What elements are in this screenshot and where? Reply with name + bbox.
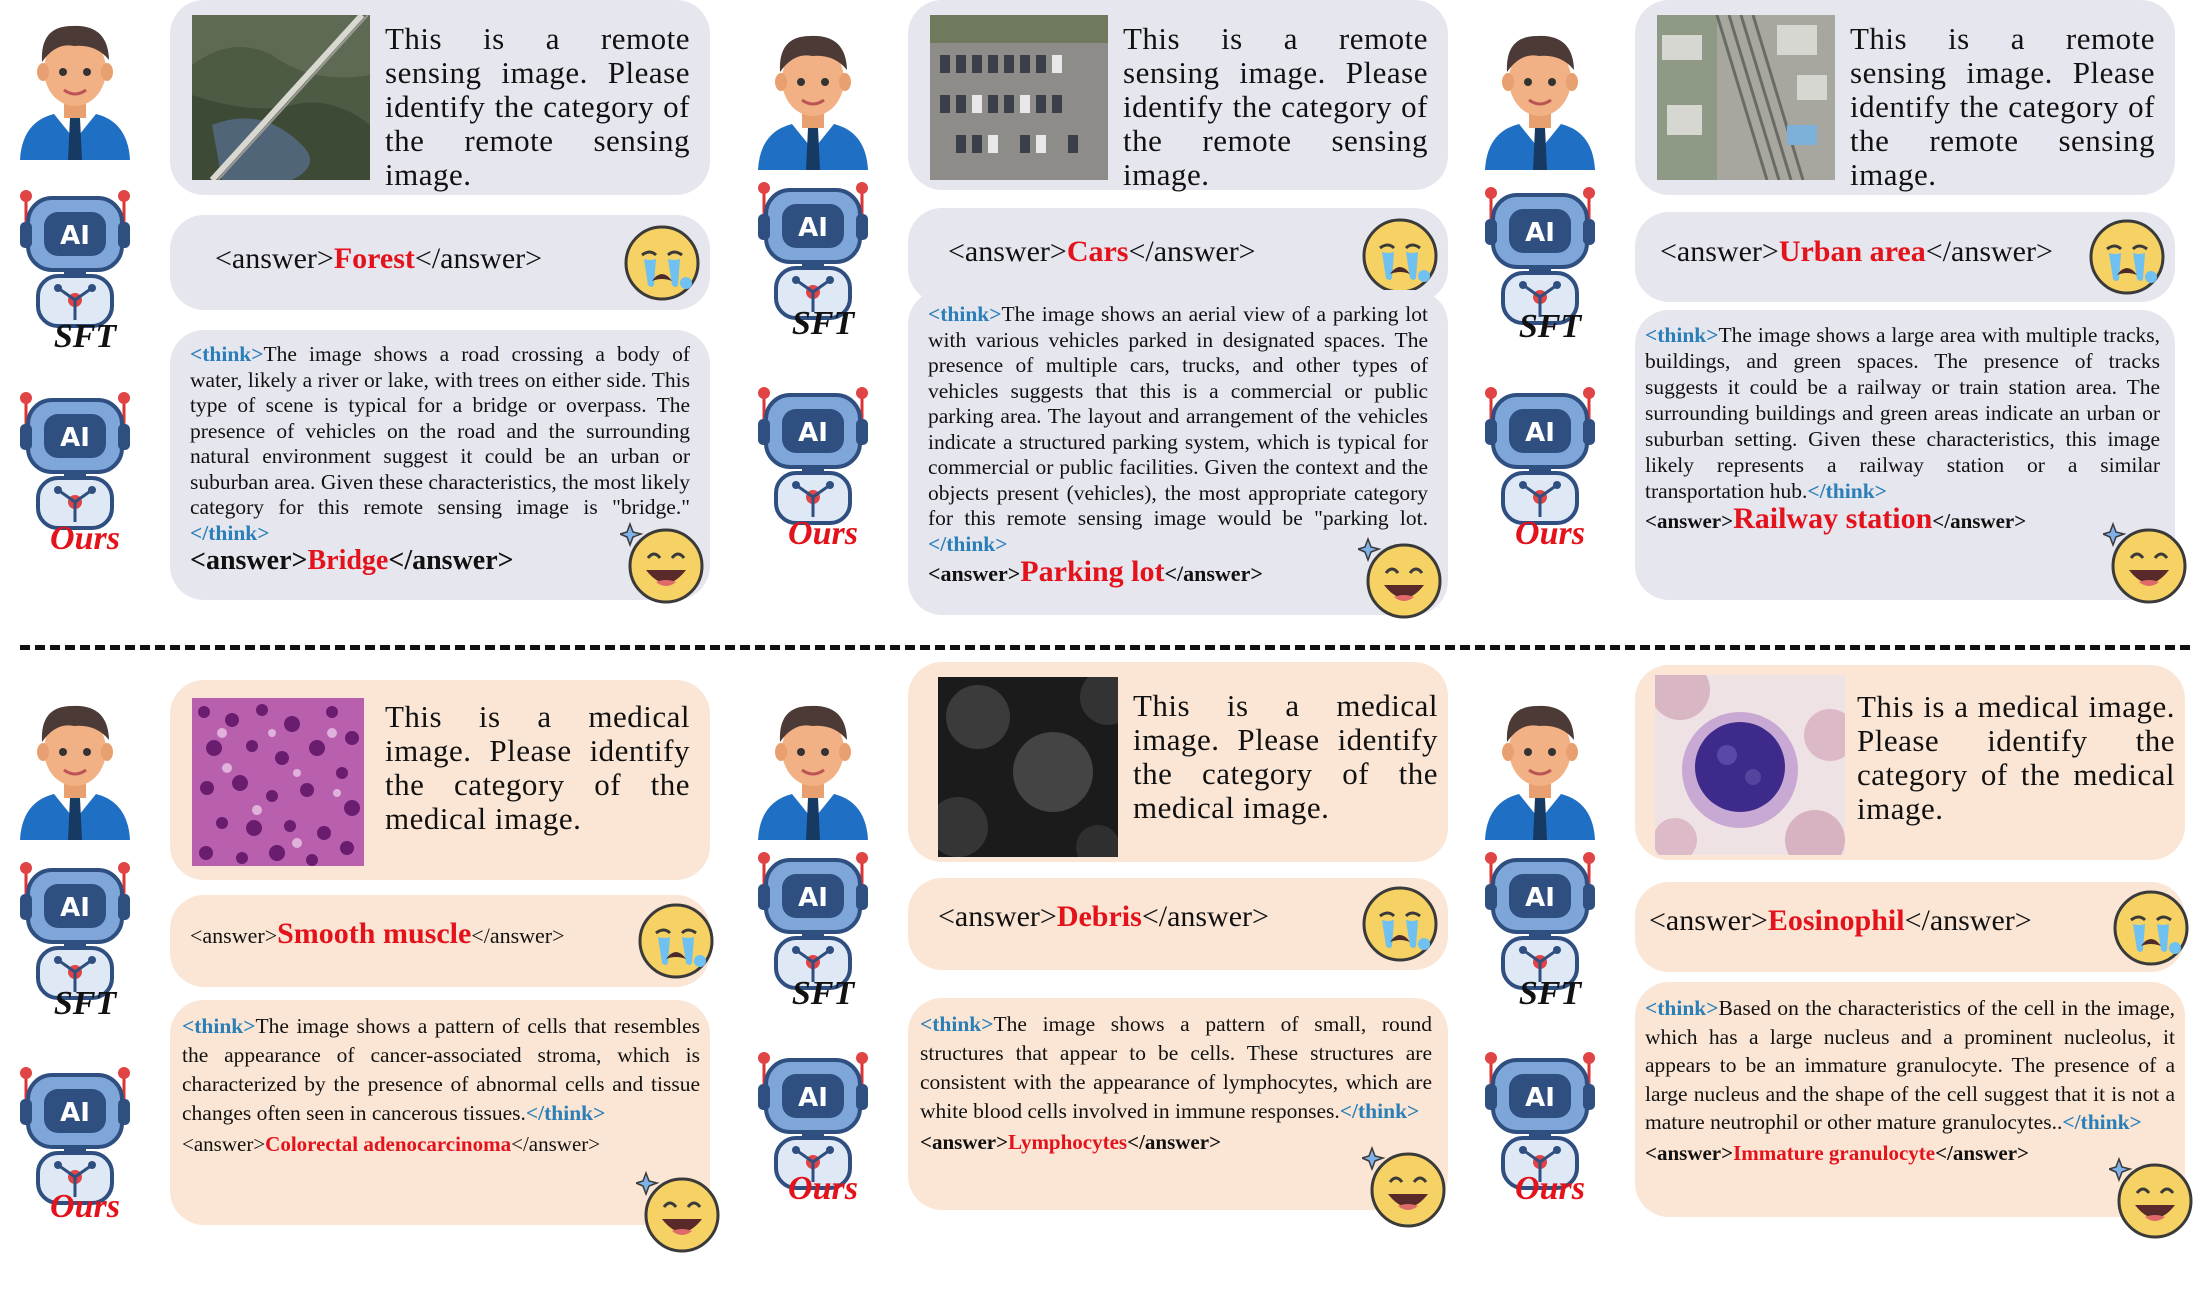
answer-close-tag: </answer> [471, 923, 565, 948]
sft-robot-icon [748, 170, 878, 320]
think-close-tag: </think> [190, 520, 270, 545]
sft-answer-bubble [908, 878, 1448, 970]
answer-close-tag: </answer> [1932, 509, 2027, 533]
sft-answer: Cars [1066, 235, 1129, 268]
think-open-tag: <think> [928, 302, 1002, 326]
sft-robot-icon [1475, 175, 1605, 325]
reasoning-block [920, 1010, 1432, 1157]
user-avatar-icon [1475, 690, 1605, 840]
ours-robot-icon [10, 1055, 140, 1205]
ours-label: Ours [1515, 515, 1585, 552]
question-text: This is a medical image. Please identify the category of the medical image. [1133, 688, 1438, 825]
reasoning-text: The image shows a pattern of cells that resembles the appearance of cancer-associated stroma, which is characterized by the presence of abnormal cells and tissue changes often seen in cancerous tissues. [182, 1014, 700, 1125]
question-bubble [908, 0, 1448, 190]
reasoning-block [928, 302, 1428, 587]
ours-answer-bubble [908, 998, 1448, 1210]
question-bubble [1635, 665, 2185, 860]
think-close-tag: </think> [525, 1101, 606, 1125]
sft-answer-line [190, 917, 565, 951]
sft-answer-bubble [170, 215, 710, 310]
happy-face-icon [636, 1169, 722, 1255]
reasoning-text: The image shows an aerial view of a parking lot with various vehicles parked in designated spaces. The presence of multiple cars, trucks, and other types of vehicles suggests that this is a commercial or public parking area. The layout and arrangement of the vehicles indicate a structured parking system, which is typical for commercial or public facilities. Given the context and the objects present (vehicles), the most appropriate category for this remote sensing image would be "parking lot. [928, 302, 1428, 530]
ours-answer: Bridge [307, 545, 389, 576]
example-panel-med-histology [10, 670, 740, 1290]
answer-open-tag: <answer> [190, 923, 278, 948]
crying-face-icon [2111, 888, 2191, 968]
happy-face-icon [2103, 520, 2189, 606]
happy-face-icon [620, 520, 706, 606]
reasoning-text: Based on the characteristics of the cell in the image, which has a large nucleus and a prominent nucleolus, it appears to be an immature granulocyte. The presence of a large nucleus and the shape of the cell suggest that it is not a mature neutrophil or other mature granulocytes.. [1645, 996, 2175, 1134]
sft-answer: Urban area [1778, 235, 1926, 268]
answer-open-tag: <answer> [182, 1132, 266, 1156]
ours-answer: Immature granulocyte [1733, 1140, 1936, 1165]
sft-answer-bubble [1635, 882, 2185, 972]
ours-final-answer [1645, 502, 2160, 535]
sft-label: SFT [791, 975, 855, 1012]
reasoning-text: The image shows a road crossing a body of water, likely a river or lake, with trees on either side. This type of scene is typical for a bridge or overpass. The presence of vehicles on the road and the surrounding natural environment suggest it could be an urban or suburban area. Given these characteristics, the most likely category for this remote sensing image is "bridge." [190, 342, 690, 519]
think-open-tag: <think> [182, 1014, 256, 1038]
user-avatar-icon [10, 10, 140, 160]
question-bubble [170, 0, 710, 195]
answer-open-tag: <answer> [938, 900, 1057, 933]
answer-close-tag: </answer> [1925, 235, 2053, 268]
question-bubble [170, 680, 710, 880]
sft-answer-line [1660, 235, 2053, 269]
question-text: This is a medical image. Please identify the category of the medical image. [1857, 689, 2175, 826]
ours-answer-bubble [908, 290, 1448, 615]
reasoning-block [182, 1012, 700, 1159]
answer-open-tag: <answer> [1660, 235, 1779, 268]
answer-close-tag: </answer> [1164, 561, 1263, 586]
crying-face-icon [1360, 216, 1440, 296]
ours-label: Ours [50, 1188, 120, 1225]
happy-face-icon [1358, 535, 1444, 621]
answer-close-tag: </answer> [1904, 904, 2032, 937]
sft-answer-bubble [1635, 212, 2175, 302]
ours-label: Ours [50, 520, 120, 557]
question-text: This is a medical image. Please identify the category of the medical image. [385, 699, 690, 836]
question-text: This is a remote sensing image. Please identify the category of the remote sensing image. [1123, 21, 1428, 192]
happy-face-icon [1362, 1144, 1448, 1230]
example-panel-rs-parking [748, 0, 1478, 620]
sft-robot-icon [748, 840, 878, 990]
reasoning-block [190, 342, 690, 574]
remote-sensing-bridge-photo [192, 15, 370, 180]
answer-close-tag: </answer> [414, 242, 543, 275]
user-avatar-icon [748, 20, 878, 170]
sft-answer-bubble [908, 208, 1448, 303]
reasoning-block [1645, 322, 2160, 534]
reasoning-text: The image shows a large area with multiple tracks, buildings, and green spaces. The presence of tracks suggests it could be a railway or train station area. The surrounding buildings and green areas indicate an urban or suburban setting. Given these characteristics, this image likely represents a railway station or a similar transportation hub. [1645, 323, 2160, 503]
user-avatar-icon [1475, 20, 1605, 170]
ours-answer: Lymphocytes [1008, 1130, 1128, 1154]
answer-open-tag: <answer> [1645, 1140, 1734, 1165]
think-open-tag: <think> [190, 342, 264, 366]
crying-face-icon [1360, 884, 1440, 964]
crying-face-icon [2087, 217, 2167, 297]
blood-cell-photo [1655, 675, 1845, 855]
sft-answer-line [938, 900, 1269, 934]
microscopy-grayscale-photo [938, 677, 1118, 857]
think-open-tag: <think> [920, 1012, 994, 1036]
sft-answer: Smooth muscle [277, 917, 472, 950]
question-bubble [908, 662, 1448, 862]
answer-open-tag: <answer> [920, 1130, 1009, 1154]
ours-robot-icon [1475, 1040, 1605, 1190]
remote-sensing-railway-photo [1657, 15, 1835, 180]
ours-answer: Railway station [1733, 502, 1933, 535]
answer-close-tag: </answer> [1141, 900, 1269, 933]
remote-sensing-parking-photo [930, 15, 1108, 180]
ours-answer-bubble [170, 1000, 710, 1225]
sft-label: SFT [53, 318, 117, 355]
ours-label: Ours [788, 1170, 858, 1207]
sft-answer-line [215, 242, 542, 276]
ours-answer-bubble [1635, 982, 2185, 1217]
answer-close-tag: </answer> [1128, 235, 1256, 268]
answer-open-tag: <answer> [190, 545, 308, 576]
answer-close-tag: </answer> [1127, 1130, 1222, 1154]
example-panel-rs-railway [1475, 0, 2205, 620]
ours-answer: Colorectal adenocarcinoma [265, 1132, 512, 1156]
think-open-tag: <think> [1645, 323, 1719, 347]
ours-label: Ours [788, 515, 858, 552]
reasoning-block [1645, 994, 2175, 1167]
ours-robot-icon [748, 375, 878, 525]
ours-robot-icon [748, 1040, 878, 1190]
ours-answer-bubble [1635, 310, 2175, 600]
ours-robot-icon [1475, 375, 1605, 525]
think-close-tag: </think> [1807, 479, 1887, 503]
ours-final-answer [190, 545, 690, 576]
sft-answer: Debris [1056, 900, 1142, 933]
sft-answer: Eosinophil [1767, 904, 1905, 937]
sft-answer: Forest [333, 242, 415, 275]
answer-close-tag: </answer> [1935, 1140, 2030, 1165]
think-open-tag: <think> [1645, 996, 1719, 1020]
crying-face-icon [622, 223, 702, 303]
question-text: This is a remote sensing image. Please identify the category of the remote sensing image. [385, 21, 690, 192]
sft-label: SFT [1518, 975, 1582, 1012]
question-bubble [1635, 0, 2175, 195]
answer-open-tag: <answer> [1645, 509, 1734, 533]
ours-answer-bubble [170, 330, 710, 600]
histology-tissue-photo [192, 698, 364, 866]
reasoning-text: The image shows a pattern of small, round structures that appear to be cells. These structures are consistent with the appearance of lymphocytes, which are white blood cells involved in immune responses. [920, 1012, 1432, 1123]
example-panel-med-grayscale [748, 660, 1478, 1280]
ours-final-answer [928, 555, 1428, 588]
answer-open-tag: <answer> [928, 561, 1021, 586]
happy-face-icon [2109, 1155, 2195, 1241]
answer-open-tag: <answer> [1649, 904, 1768, 937]
user-avatar-icon [10, 690, 140, 840]
example-panel-med-bloodcell [1475, 660, 2205, 1280]
ours-label: Ours [1515, 1170, 1585, 1207]
ours-final-answer [1645, 1139, 2175, 1168]
think-close-tag: </think> [928, 531, 1008, 556]
sft-label: SFT [1518, 308, 1582, 345]
ours-final-answer [920, 1128, 1432, 1157]
sft-robot-icon [1475, 840, 1605, 990]
ours-answer: Parking lot [1020, 555, 1165, 588]
answer-close-tag: </answer> [388, 545, 514, 576]
think-close-tag: </think> [2062, 1110, 2142, 1134]
section-divider [20, 645, 2190, 650]
answer-open-tag: <answer> [215, 242, 334, 275]
user-avatar-icon [748, 690, 878, 840]
ours-robot-icon [10, 380, 140, 530]
ours-final-answer [182, 1130, 700, 1159]
answer-close-tag: </answer> [511, 1132, 601, 1156]
sft-label: SFT [53, 985, 117, 1022]
example-panel-rs-bridge [10, 0, 740, 620]
sft-label: SFT [791, 305, 855, 342]
sft-answer-line [948, 235, 1256, 269]
sft-answer-bubble [170, 895, 710, 987]
answer-open-tag: <answer> [948, 235, 1067, 268]
sft-robot-icon [10, 850, 140, 1000]
question-text: This is a remote sensing image. Please identify the category of the remote sensing image. [1850, 21, 2155, 192]
sft-robot-icon [10, 178, 140, 328]
think-close-tag: </think> [1339, 1099, 1420, 1123]
crying-face-icon [636, 901, 716, 981]
sft-answer-line [1649, 904, 2032, 938]
